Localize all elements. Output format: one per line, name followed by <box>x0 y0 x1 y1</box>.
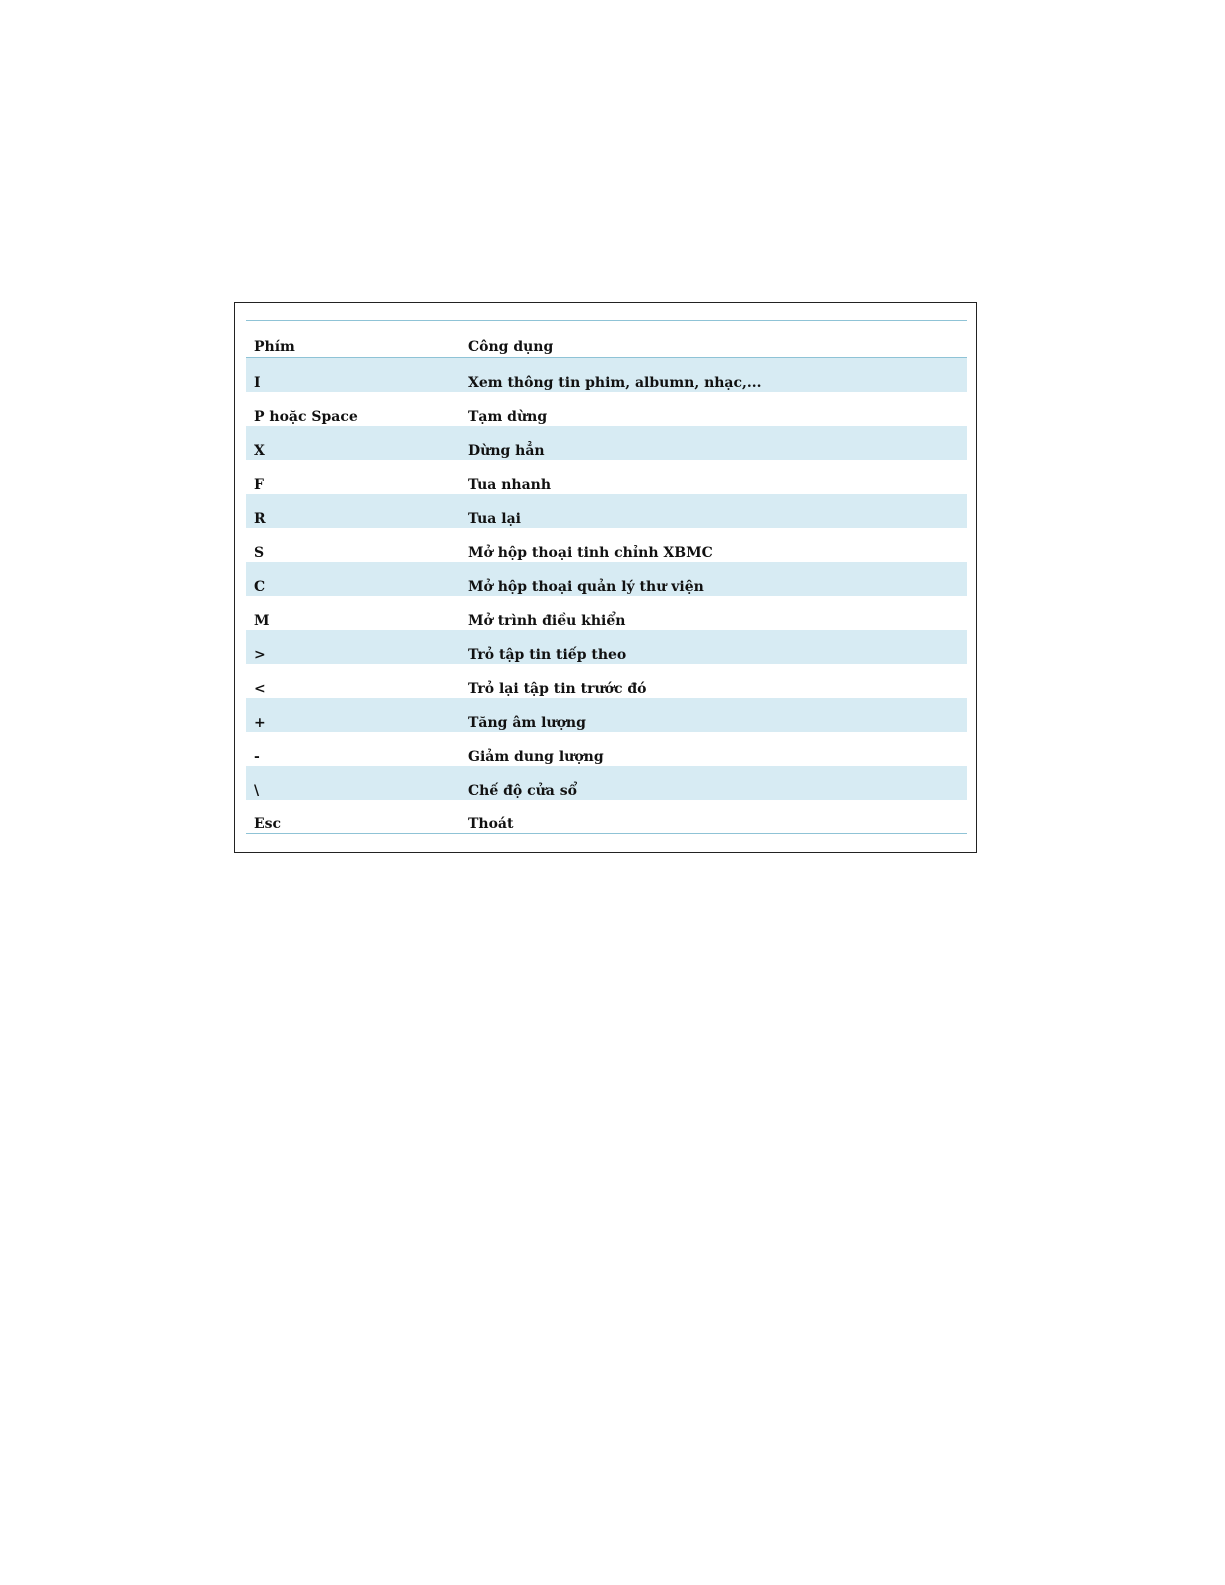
shortcut-table <box>246 320 967 834</box>
row-key: + <box>254 715 266 731</box>
row-use: Tạm dừng <box>468 409 548 425</box>
table-row <box>246 800 967 834</box>
row-use: Giảm dung lượng <box>468 749 604 765</box>
table-row <box>246 460 967 494</box>
shortcut-table-frame <box>234 302 977 853</box>
table-row <box>246 698 967 732</box>
row-use: Mở hộp thoại quản lý thư viện <box>468 579 704 595</box>
row-use: Tăng âm lượng <box>468 715 586 731</box>
row-use: Thoát <box>468 816 514 832</box>
row-key: < <box>254 681 266 697</box>
row-use: Tua nhanh <box>468 477 552 493</box>
table-row <box>246 426 967 460</box>
row-use: Chế độ cửa sổ <box>468 783 577 799</box>
row-key: Esc <box>254 816 282 832</box>
row-key: F <box>254 477 264 493</box>
table-header-row <box>246 337 967 358</box>
row-key: X <box>254 443 265 459</box>
row-use: Mở hộp thoại tinh chỉnh XBMC <box>468 545 713 561</box>
row-key: R <box>254 511 266 527</box>
row-key: - <box>254 749 260 765</box>
row-use: Trỏ lại tập tin trước đó <box>468 681 647 697</box>
table-row <box>246 766 967 800</box>
table-row <box>246 358 967 392</box>
table-row <box>246 630 967 664</box>
table-row <box>246 732 967 766</box>
row-key: P hoặc Space <box>254 409 358 425</box>
row-use: Dừng hẳn <box>468 443 545 459</box>
row-use: Trỏ tập tin tiếp theo <box>468 647 627 663</box>
row-key: \ <box>254 783 260 799</box>
row-key: > <box>254 647 266 663</box>
row-use: Mở trình điều khiển <box>468 613 626 629</box>
row-key: M <box>254 613 270 629</box>
table-row <box>246 562 967 596</box>
table-row <box>246 494 967 528</box>
header-key: Phím <box>254 339 295 355</box>
row-key: I <box>254 375 261 391</box>
row-key: S <box>254 545 265 561</box>
header-use: Công dụng <box>468 339 554 355</box>
row-use: Xem thông tin phim, albumn, nhạc,... <box>468 375 762 391</box>
row-use: Tua lại <box>468 511 521 527</box>
table-row <box>246 392 967 426</box>
table-top-rule <box>246 320 967 321</box>
row-key: C <box>254 579 266 595</box>
table-row <box>246 596 967 630</box>
table-row <box>246 664 967 698</box>
table-row <box>246 528 967 562</box>
